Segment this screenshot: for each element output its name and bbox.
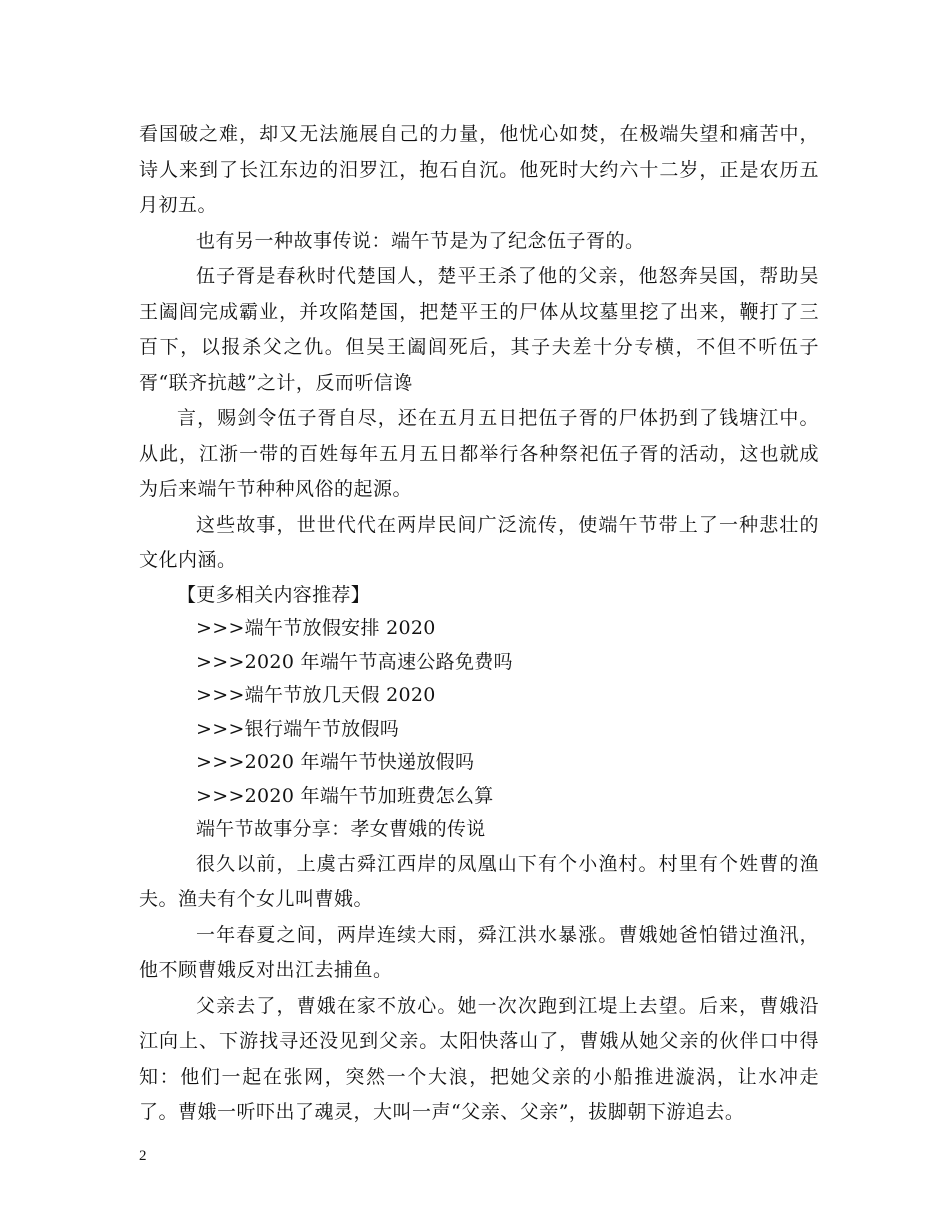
paragraph-qu-yuan-ending: 看国破之难，却又无法施展自己的力量，他忧心如焚，在极端失望和痛苦中，诗人来到了长江东边的汨罗江，抱石自沉。他死时大约六十二岁，正是农历五月初五。 <box>139 123 819 216</box>
recommend-section <box>139 579 819 814</box>
paragraph-summary: 这些故事，世世代代在两岸民间广泛流传，使端午节带上了一种悲壮的文化内涵。 <box>139 513 819 571</box>
story-paragraph: 父亲去了，曹娥在家不放心。她一次次跑到江堤上去望。后来，曹娥沿江向上、下游找寻还没见到父亲。太阳快落山了，曹娥从她父亲的伙伴口中得知：他们一起在张网，突然一个大浪，把她父亲的小船推进漩涡，让水冲走了。曹娥一听吓出了魂灵，大叫一声“父亲、父亲”，拔脚朝下游追去。 <box>139 994 819 1123</box>
story-title: 端午节故事分享：孝女曹娥的传说 <box>196 818 486 840</box>
recommend-heading: 【更多相关内容推荐】 <box>177 583 371 606</box>
paragraph-wu-zixu-story: 伍子胥是春秋时代楚国人，楚平王杀了他的父亲，他怒奔吴国，帮助吴王阖闾完成霸业，并攻陷楚国，把楚平王的尸体从坟墓里挖了出来，鞭打了三百下，以报杀父之仇。但吴王阖闾死后，其子夫差十分专横，不但不听伍子胥“联齐抗越”之计，反而听信谗 <box>139 265 819 394</box>
recommend-link[interactable]: >>>2020 年端午节高速公路免费吗 <box>196 650 513 673</box>
recommend-link[interactable]: >>>银行端午节放假吗 <box>196 717 400 740</box>
story-paragraph: 一年春夏之间，两岸连续大雨，舜江洪水暴涨。曹娥她爸怕错过渔汛，他不顾曹娥反对出江去捕鱼。 <box>139 923 819 981</box>
paragraph-wu-zixu-continued: 言，赐剑令伍子胥自尽，还在五月五日把伍子胥的尸体扔到了钱塘江中。从此，江浙一带的百姓每年五月五日都举行各种祭祀伍子胥的活动，这也就成为后来端午节种种风俗的起源。 <box>139 407 819 500</box>
document-body <box>139 117 819 1131</box>
story-paragraph: 很久以前，上虞古舜江西岸的凤凰山下有个小渔村。村里有个姓曹的渔夫。渔夫有个女儿叫曹娥。 <box>139 852 819 910</box>
recommend-link[interactable]: >>>2020 年端午节加班费怎么算 <box>196 784 494 807</box>
recommend-link[interactable]: >>>端午节放假安排 2020 <box>196 617 436 639</box>
recommend-link[interactable]: >>>端午节放几天假 2020 <box>196 684 436 706</box>
page-number: 2 <box>139 1148 147 1164</box>
paragraph-wu-zixu-intro: 也有另一种故事传说：端午节是为了纪念伍子胥的。 <box>196 229 645 252</box>
recommend-link[interactable]: >>>2020 年端午节快递放假吗 <box>196 751 475 773</box>
